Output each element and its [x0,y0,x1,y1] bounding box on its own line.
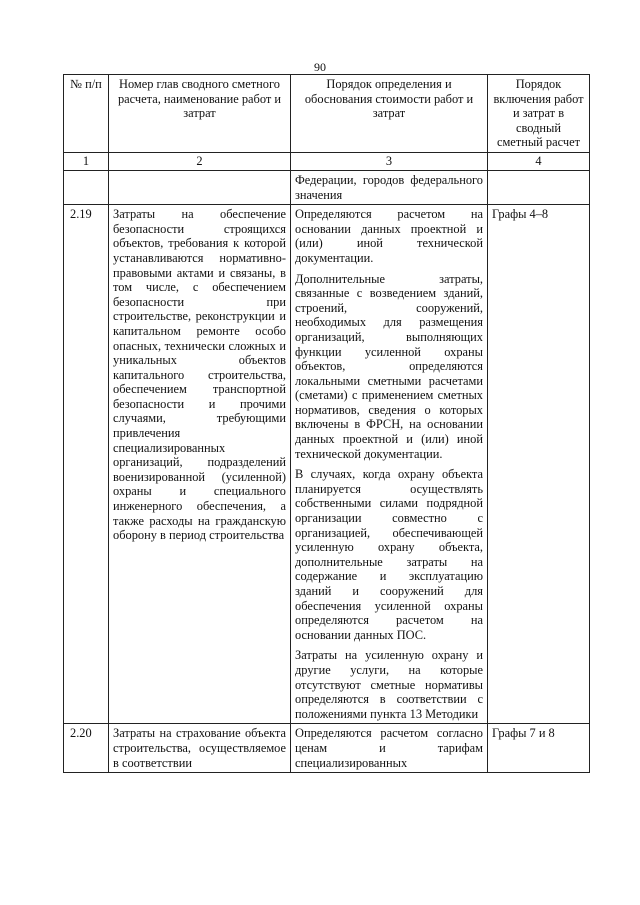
column-number: 4 [488,152,590,170]
row-cost-method [291,170,488,204]
row-number: 2.20 [64,724,109,773]
method-paragraph: Затраты на усиленную охрану и другие услуги, на которые отсутствуют сметные нормативы определяются в соответствии с положениями пункта 13 Методики [295,648,483,721]
column-number: 2 [109,152,291,170]
row-cost-method [291,724,488,773]
row-inclusion [488,170,590,204]
header-item-number: № п/п [64,75,109,153]
header-chapter-name: Номер глав сводного сметного расчета, наименование работ и затрат [109,75,291,153]
column-number: 1 [64,152,109,170]
row-number: 2.19 [64,205,109,724]
method-paragraph: В случаях, когда охрану объекта планируется осуществлять собственными силами подрядной организации совместно с организацией, обеспечивающей усиленную охрану объекта, дополнительные затраты на содержание и эксплуатацию зданий и сооружений для обеспечения усиленной охраны определяются расчетом на основании данных ПОС. [295,467,483,642]
table-header-row [64,75,590,153]
row-inclusion: Графы 4–8 [488,205,590,724]
header-cost-method: Порядок определения и обоснования стоимости работ и затрат [291,75,488,153]
table-row-continuation [64,170,590,204]
table-row [64,724,590,773]
method-paragraph: Определяются расчетом согласно ценам и тарифам специализированных [295,726,483,770]
row-chapter-name: Затраты на обеспечение безопасности строящихся объектов, требования к которой устанавливаются нормативно-правовыми актами и связаны, в том числе, с обеспечением безопасности при строительстве, реконструкции и капитальном ремонте особо опасных, технически сложных и уникальных объектов капитального строительства, обеспечением транспортной безопасности и прочими случаями, требующими привлечения специализированных организаций, подразделений военизированной (усиленной) охраны и специального инженерного обеспечения, а также расходы на гражданскую оборону в период строительства [109,205,291,724]
header-inclusion-order: Порядок включения работ и затрат в сводный сметный расчет [488,75,590,153]
table-row [64,205,590,724]
method-paragraph: Федерации, городов федерального значения [295,172,483,202]
method-paragraph: Дополнительные затраты, связанные с возведением зданий, строений, сооружений, необходимых для размещения организаций, выполняющих функции усиленной охраны объектов, определяются локальными сметными расчетами (сметами) с применением сметных нормативов, сведения о которых включены в ФРСН, на основании данных проектной и (или) иной технической документации. [295,271,483,461]
row-inclusion: Графы 7 и 8 [488,724,590,773]
row-number [64,170,109,204]
row-cost-method [291,205,488,724]
column-number-row [64,152,590,170]
row-chapter-name [109,170,291,204]
row-chapter-name: Затраты на страхование объекта строительства, осуществляемое в соответствии [109,724,291,773]
column-number: 3 [291,152,488,170]
page-number: 90 [314,60,326,74]
cost-table [63,74,590,773]
method-paragraph: Определяются расчетом на основании данных проектной и (или) иной технической документации. [295,207,483,265]
